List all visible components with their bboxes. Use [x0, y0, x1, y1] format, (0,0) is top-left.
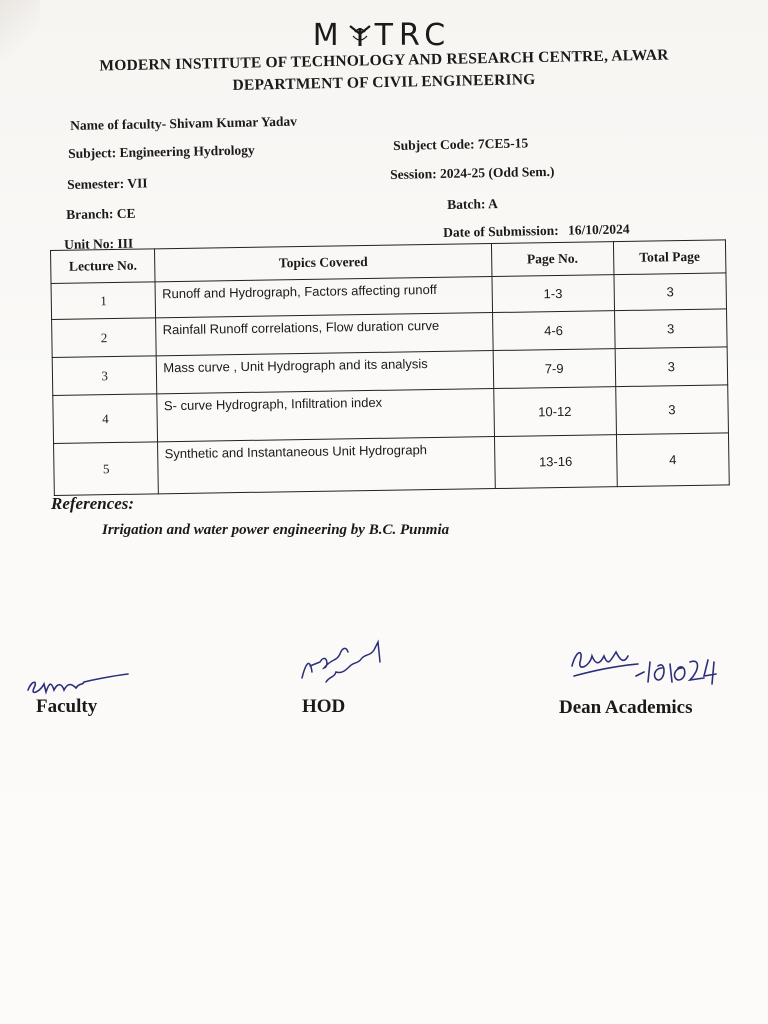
institute-name: MODERN INSTITUTE OF TECHNOLOGY AND RESEARCH CENTRE, ALWAR [99, 46, 669, 75]
logo-mark-icon [347, 22, 373, 48]
logo-letters-trc: TRC [374, 18, 452, 53]
hod-label: HOD [302, 696, 346, 717]
dean-signature-icon [566, 636, 736, 696]
lecture-topic: S- curve Hydrograph, Infiltration index [157, 389, 494, 442]
lecture-topic: Synthetic and Instantaneous Unit Hydrograph [158, 437, 495, 494]
submission-date-value: 16/10/2024 [567, 221, 630, 238]
lecture-number: 1 [51, 282, 156, 320]
lecture-topic: Runoff and Hydrograph, Factors affecting runoff [155, 277, 492, 318]
lecture-topic: Rainfall Runoff correlations, Flow duration curve [156, 313, 493, 356]
department-name: DEPARTMENT OF CIVIL ENGINEERING [232, 71, 536, 94]
unit-number: Unit No: III [64, 235, 134, 252]
lecture-pages: 1-3 [492, 275, 615, 313]
batch: Batch: A [447, 196, 498, 212]
semester: Semester: VII [67, 175, 148, 192]
lecture-number: 5 [54, 442, 159, 496]
lecture-total: 3 [615, 347, 728, 387]
reference-item: Irrigation and water power engineering by B.C. Punmia [102, 522, 450, 538]
branch: Branch: CE [66, 205, 136, 222]
logo-letter-m: M [312, 18, 345, 53]
faculty-label: Faculty [36, 696, 98, 717]
lecture-total: 3 [614, 309, 727, 349]
hod-signature-icon [296, 632, 396, 694]
header-page-no: Page No. [491, 242, 614, 277]
subject-name: Subject: Engineering Hydrology [68, 142, 255, 161]
lecture-number: 3 [52, 356, 157, 396]
lecture-pages: 10-12 [493, 387, 616, 437]
lecture-total: 3 [615, 385, 728, 435]
lecture-pages: 13-16 [494, 435, 617, 489]
lecture-topic: Mass curve , Unit Hydrograph and its analysis [157, 351, 494, 394]
dean-label: Dean Academics [559, 697, 693, 718]
header-topics: Topics Covered [155, 244, 492, 282]
subject-code: Subject Code: 7CE5-15 [393, 135, 529, 153]
lecture-number: 2 [52, 318, 157, 358]
lecture-pages: 7-9 [493, 349, 616, 389]
lecture-pages: 4-6 [492, 311, 615, 351]
lecture-total: 3 [614, 273, 727, 311]
submission-date-label: Date of Submission: [443, 222, 559, 240]
lecture-total: 4 [616, 433, 729, 487]
lecture-number: 4 [53, 394, 158, 444]
header-total-page: Total Page [613, 240, 726, 275]
submission-date [443, 221, 630, 241]
references-heading: References: [51, 494, 135, 513]
session: Session: 2024-25 (Odd Sem.) [390, 163, 555, 182]
faculty-name: Name of faculty- Shivam Kumar Yadav [70, 113, 298, 133]
table-row [54, 433, 730, 496]
lecture-table [50, 239, 730, 496]
header-lecture-no: Lecture No. [51, 249, 156, 284]
